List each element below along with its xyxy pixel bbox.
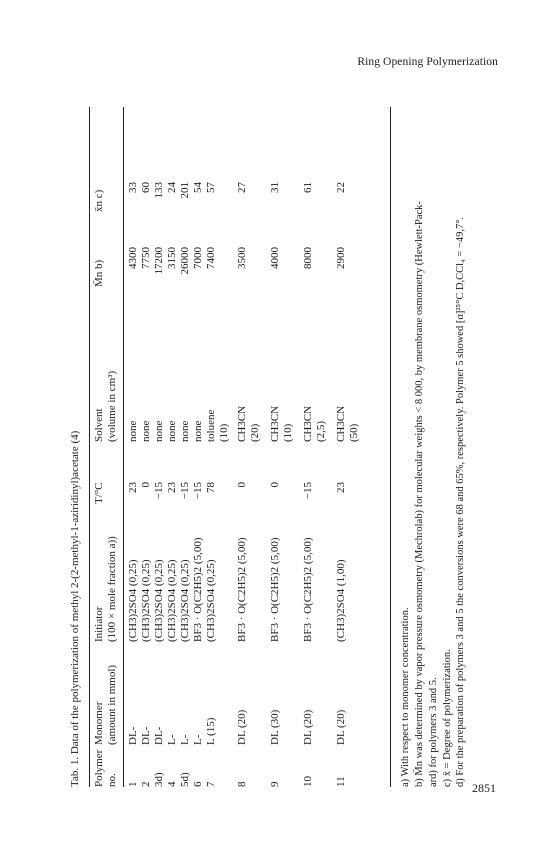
cell-initiator: (CH3)2SO4 (1,00) <box>335 559 347 642</box>
table-row <box>269 107 294 787</box>
cell-monomer: L (15) <box>205 717 217 745</box>
cell-initiator: BF3 · O(C2H5)2 (5,00) <box>236 537 248 642</box>
cell-polymer-no: 11 <box>335 776 347 787</box>
cell-temperature: 0 <box>140 482 152 488</box>
cell-mn: 7750 <box>140 247 152 269</box>
table-row <box>205 107 230 787</box>
cell-solvent: CH3CN <box>269 405 281 442</box>
cell-solvent: none <box>140 420 152 442</box>
cell-xn: 27 <box>236 182 248 193</box>
running-head: Ring Opening Polymerization <box>357 56 498 68</box>
cell-polymer-no: 1 <box>127 781 139 787</box>
header-xn: x̄n c) <box>93 189 105 212</box>
header-solvent: Solvent (volume in cm³) <box>93 370 118 442</box>
cell-xn: 201 <box>179 182 191 199</box>
table-row <box>192 107 205 787</box>
cell-xn: 60 <box>140 182 152 193</box>
cell-monomer: DL- <box>153 726 165 745</box>
cell-solvent: none <box>127 420 139 442</box>
cell-xn: 24 <box>166 182 178 193</box>
table-row <box>166 107 179 787</box>
cell-mn: 2900 <box>335 247 347 269</box>
table-row <box>127 107 140 787</box>
header-monomer: Monomer (amount in mmol) <box>93 664 118 745</box>
cell-monomer: DL- <box>140 726 152 745</box>
cell-initiator: (CH3)2SO4 (0,25) <box>127 559 139 642</box>
footnote-c: c) x̄ = Degree of polymerization. <box>441 649 453 787</box>
cell-solvent: none <box>192 420 204 442</box>
cell-mn: 7400 <box>205 247 217 269</box>
table-row <box>140 107 153 787</box>
cell-polymer-no: 9 <box>269 781 281 787</box>
cell-solvent-volume: (20) <box>249 423 261 442</box>
cell-monomer: L- <box>166 734 178 745</box>
cell-mn: 3150 <box>166 247 178 269</box>
page-number: 2851 <box>472 781 496 795</box>
cell-polymer-no: 3d) <box>153 772 165 787</box>
cell-temperature: 23 <box>127 482 139 493</box>
cell-initiator: (CH3)2SO4 (0,25) <box>153 559 165 642</box>
header-initiator: Initiator (100 × mole fraction a)) <box>93 536 118 642</box>
cell-xn: 54 <box>192 182 204 193</box>
cell-temperature: 23 <box>335 482 347 493</box>
cell-solvent: CH3CN <box>302 405 314 442</box>
cell-xn: 33 <box>127 182 139 193</box>
footnote-b: b) M̄n was determined by vapor pressure osmometry (Mechrolab) for molecular weights < 8 000, by membrane osmometry (Hewlett-Pack- <box>413 201 425 787</box>
cell-polymer-no: 10 <box>302 776 314 787</box>
cell-polymer-no: 2 <box>140 781 152 787</box>
cell-solvent: CH3CN <box>335 405 347 442</box>
cell-mn: 8000 <box>302 247 314 269</box>
cell-polymer-no: 6 <box>192 781 204 787</box>
footnote-a: a) With respect to monomer concentration. <box>400 607 411 787</box>
cell-initiator: BF3 · O(C2H5)2 (5,00) <box>192 537 204 642</box>
cell-monomer: DL (20) <box>236 709 248 745</box>
cell-xn: 61 <box>302 182 314 193</box>
cell-monomer: DL (30) <box>269 709 281 745</box>
table-rule-bottom <box>390 107 391 787</box>
header-polymer: Polymer no. <box>93 749 118 787</box>
cell-initiator: BF3 · O(C2H5)2 (5,00) <box>302 537 314 642</box>
header-mn: M̄n b) <box>93 259 105 287</box>
cell-initiator: (CH3)2SO4 (0,25) <box>205 559 217 642</box>
cell-solvent-volume: (50) <box>348 423 360 442</box>
cell-temperature: 0 <box>269 482 281 488</box>
cell-solvent: none <box>153 420 165 442</box>
cell-initiator: (CH3)2SO4 (0,25) <box>166 559 178 642</box>
cell-temperature: −15 <box>192 482 204 500</box>
cell-mn: 7000 <box>192 247 204 269</box>
cell-initiator: BF3 · O(C2H5)2 (5,00) <box>269 537 281 642</box>
cell-temperature: 0 <box>236 482 248 488</box>
cell-xn: 22 <box>335 182 347 193</box>
cell-temperature: −15 <box>179 482 191 500</box>
footnote-b-cont: ard) for polymers 3 and 5. <box>427 677 439 787</box>
cell-mn: 26000 <box>179 247 191 275</box>
cell-solvent: toluene <box>205 409 217 442</box>
cell-solvent-volume: (10) <box>282 423 294 442</box>
cell-polymer-no: 7 <box>205 781 217 787</box>
table-row <box>179 107 192 787</box>
table-row <box>302 107 327 787</box>
cell-mn: 3500 <box>236 247 248 269</box>
cell-monomer: DL (20) <box>335 709 347 745</box>
cell-solvent-volume: (10) <box>218 423 230 442</box>
cell-xn: 31 <box>269 182 281 193</box>
cell-mn: 4000 <box>269 247 281 269</box>
table-row <box>153 107 166 787</box>
cell-mn: 4300 <box>127 247 139 269</box>
cell-monomer: DL (20) <box>302 709 314 745</box>
cell-polymer-no: 8 <box>236 781 248 787</box>
rotated-table-block <box>69 87 479 787</box>
cell-temperature: −15 <box>153 482 165 500</box>
cell-solvent: none <box>179 420 191 442</box>
cell-temperature: 78 <box>205 482 217 493</box>
cell-monomer: L- <box>179 734 191 745</box>
table-rule-header <box>123 107 124 787</box>
cell-temperature: −15 <box>302 482 314 500</box>
footnote-d: d) For the preparation of polymers 3 and 5 the conversions were 68 and 65%, respectively. Polymer 5 showed [α]²⁵°C D,CCl₄ = −49,7°. <box>455 216 467 787</box>
cell-polymer-no: 5d) <box>179 772 191 787</box>
cell-mn: 17200 <box>153 247 165 275</box>
cell-solvent-volume: (2,5) <box>315 420 327 442</box>
table-row <box>335 107 360 787</box>
cell-temperature: 23 <box>166 482 178 493</box>
header-temperature: T/°C <box>93 482 105 504</box>
cell-monomer: L- <box>192 734 204 745</box>
table-row <box>236 107 261 787</box>
cell-monomer: DL- <box>127 726 139 745</box>
cell-polymer-no: 4 <box>166 781 178 787</box>
table-footnotes <box>399 107 468 787</box>
cell-solvent: none <box>166 420 178 442</box>
table-caption: Tab. 1. Data of the polymerization of methyl 2-(2-methyl-1-aziridinyl)acetate (4) <box>69 430 81 787</box>
cell-initiator: (CH3)2SO4 (0,25) <box>179 559 191 642</box>
cell-solvent: CH3CN <box>236 405 248 442</box>
table-rule-top <box>89 107 90 787</box>
cell-initiator: (CH3)2SO4 (0,25) <box>140 559 152 642</box>
cell-xn: 133 <box>153 182 165 199</box>
cell-xn: 57 <box>205 182 217 193</box>
